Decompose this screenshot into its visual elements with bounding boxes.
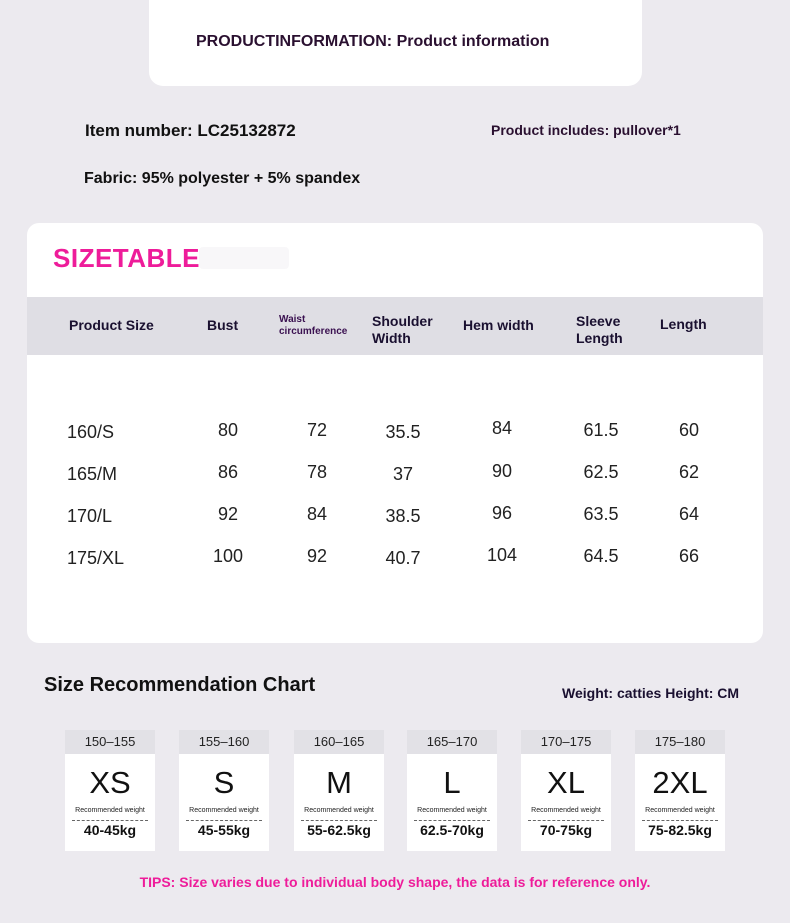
cell-waist: 78 <box>306 462 328 482</box>
weight-range: 62.5-70kg <box>420 822 484 838</box>
cell-size: 165/M <box>67 464 118 484</box>
weight-range: 45-55kg <box>197 822 251 838</box>
cell-waist: 84 <box>306 504 328 524</box>
title-shadow-decoration <box>199 247 289 269</box>
cell-length: 66 <box>678 546 700 566</box>
table-row <box>27 546 763 576</box>
recommended-weight-label: Recommended weight <box>531 807 601 814</box>
cell-sleeve: 61.5 <box>583 420 619 440</box>
height-range: 160–165 <box>294 730 384 754</box>
header-hem-width: Hem width <box>463 317 534 333</box>
size-label: M <box>326 765 352 800</box>
size-card-xs <box>65 730 155 851</box>
cell-bust: 92 <box>217 504 239 524</box>
table-row <box>27 462 763 492</box>
cell-hem: 104 <box>486 545 518 565</box>
header-waist: Waist circumference <box>279 314 348 337</box>
size-table-title: SIZETABLE <box>53 243 201 273</box>
divider <box>528 820 604 821</box>
height-range: 150–155 <box>65 730 155 754</box>
cell-bust: 86 <box>217 462 239 482</box>
cell-shoulder: 35.5 <box>385 422 421 442</box>
weight-range: 55-62.5kg <box>307 822 371 838</box>
cell-bust: 100 <box>212 546 244 566</box>
header-shoulder-width: Shoulder Width <box>372 313 433 346</box>
recommended-weight-label: Recommended weight <box>304 807 374 814</box>
divider <box>301 820 377 821</box>
cell-sleeve: 64.5 <box>583 546 619 566</box>
recommendation-units: Weight: catties Height: CM <box>562 685 740 701</box>
height-range: 170–175 <box>521 730 611 754</box>
weight-range: 70-75kg <box>539 822 593 838</box>
height-range: 155–160 <box>179 730 269 754</box>
header-bust: Bust <box>207 317 239 333</box>
size-table-header <box>27 297 763 355</box>
product-includes: Product includes: pullover*1 <box>491 122 681 138</box>
divider <box>72 820 148 821</box>
weight-range: 40-45kg <box>83 822 137 838</box>
height-range: 175–180 <box>635 730 725 754</box>
size-card-s <box>179 730 269 851</box>
weight-range: 75-82.5kg <box>648 822 712 838</box>
table-row <box>27 420 763 450</box>
header-product-size: Product Size <box>69 317 154 333</box>
fabric-composition: Fabric: 95% polyester + 5% spandex <box>84 170 361 187</box>
header-length: Length <box>660 316 707 332</box>
cell-length: 62 <box>678 462 700 482</box>
cell-size: 175/XL <box>67 548 125 568</box>
divider <box>186 820 262 821</box>
cell-shoulder: 37 <box>392 464 414 484</box>
size-table-card <box>27 223 763 643</box>
cell-bust: 80 <box>217 420 239 440</box>
cell-length: 60 <box>678 420 700 440</box>
recommended-weight-label: Recommended weight <box>417 807 487 814</box>
size-card-l <box>407 730 497 851</box>
divider <box>642 820 718 821</box>
size-label: L <box>443 765 461 800</box>
cell-shoulder: 40.7 <box>385 548 421 568</box>
divider <box>414 820 490 821</box>
table-row <box>27 504 763 534</box>
product-information-card <box>149 0 642 86</box>
size-label: S <box>213 765 235 800</box>
item-number: Item number: LC25132872 <box>85 121 296 140</box>
cell-waist: 72 <box>306 420 328 440</box>
header-sleeve-length: Sleeve Length <box>576 313 623 346</box>
size-card-m <box>294 730 384 851</box>
cell-waist: 92 <box>306 546 328 566</box>
size-label: 2XL <box>652 765 708 800</box>
height-range: 165–170 <box>407 730 497 754</box>
cell-hem: 90 <box>491 461 513 481</box>
cell-hem: 84 <box>491 418 513 438</box>
product-information-title: PRODUCTINFORMATION: Product information <box>196 33 550 50</box>
cell-sleeve: 62.5 <box>583 462 619 482</box>
cell-length: 64 <box>678 504 700 524</box>
size-card-xl <box>521 730 611 851</box>
size-label: XL <box>547 765 585 800</box>
cell-hem: 96 <box>491 503 513 523</box>
recommended-weight-label: Recommended weight <box>189 807 259 814</box>
recommendation-title: Size Recommendation Chart <box>44 674 316 696</box>
size-card-2xl <box>635 730 725 851</box>
tips-note: TIPS: Size varies due to individual body shape, the data is for reference only. <box>139 874 651 890</box>
recommended-weight-label: Recommended weight <box>75 807 145 814</box>
size-label: XS <box>89 765 131 800</box>
cell-size: 170/L <box>67 506 113 526</box>
cell-sleeve: 63.5 <box>583 504 619 524</box>
recommended-weight-label: Recommended weight <box>645 807 715 814</box>
cell-size: 160/S <box>67 422 115 442</box>
cell-shoulder: 38.5 <box>385 506 421 526</box>
